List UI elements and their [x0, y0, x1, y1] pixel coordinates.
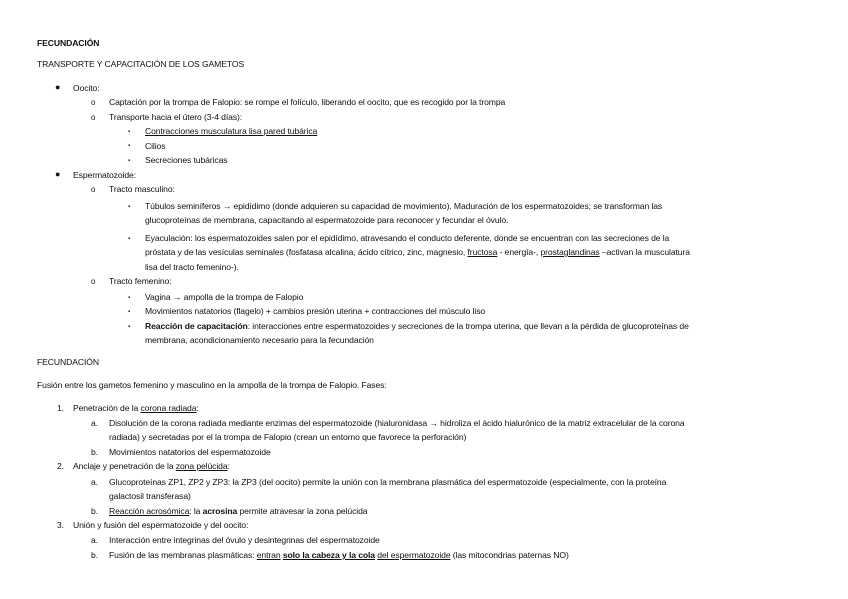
step-1-prefix: Penetración de la	[73, 403, 139, 413]
bullet-circle: o	[91, 113, 96, 122]
oocito-cilios: Cilios	[145, 141, 166, 151]
letter-marker: a.	[91, 418, 98, 428]
fecundacion-intro: Fusión entre los gametos femenino y masculino en la ampolla de la trompa de Falopio. Fases:	[37, 380, 387, 390]
eyaculacion-line-2	[145, 247, 690, 258]
letter-marker: a.	[91, 477, 98, 487]
bullet-square: ▪	[128, 324, 131, 330]
oocito-secreciones: Secreciones tubáricas	[145, 155, 228, 165]
step-3-title: Unión y fusión del espermatozoide y del oocito:	[73, 520, 249, 530]
bullet-square: ▪	[128, 143, 131, 149]
reaccion-line-2: membrana, acondicionamiento necesario para la fecundación	[145, 335, 374, 345]
step-2a-line-1: Glucoproteínas ZP1, ZP2 y ZP3: la ZP3 (del oocito) permite la unión con la membrana plasmática del espermatozoide (especialmente, con la proteína	[109, 477, 667, 487]
number-marker: 3.	[57, 520, 64, 530]
letter-marker: b.	[91, 447, 98, 457]
reaccion-term: Reacción de capacitación	[145, 321, 248, 331]
tracto-masculino-label: Tracto masculino:	[109, 184, 175, 194]
step-1b: Movimientos natatorios del espermatozoide	[109, 447, 271, 457]
eyac-text-c: –activan la musculatura	[601, 247, 690, 257]
step-3b-entran: entran	[256, 550, 281, 560]
step-2-colon: :	[227, 461, 230, 471]
reaccion-text: : interacciones entre espermatozoides y secreciones de la trompa uterina, que llevan a la pérdida de glucoproteínas de	[247, 321, 689, 331]
bullet-square: ▪	[128, 295, 131, 301]
section-heading-transport: TRANSPORTE Y CAPACITACIÓN DE LOS GAMETOS	[37, 59, 245, 69]
step-2-prefix: Anclaje y penetración de la	[73, 461, 174, 471]
bullet-circle: o	[91, 98, 96, 107]
number-marker: 1.	[57, 403, 64, 413]
step-1a-line-2: radiada) y secretadas por el la trompa de Falopio (crean un entorno que favorece la perforación)	[109, 432, 467, 442]
vagina-line: Vagina → ampolla de la trompa de Falopio	[145, 292, 304, 302]
zona-pelucida-term: zona pelúcida	[175, 461, 228, 471]
bullet-disc: ●	[55, 169, 61, 179]
step-1-title	[73, 403, 199, 414]
oocito-transporte: Transporte hacia el útero (3-4 días):	[109, 112, 243, 122]
bullet-square: ▪	[128, 129, 131, 135]
oocito-label: Oocito:	[73, 83, 100, 93]
corona-radiada-term: corona radiada	[140, 403, 197, 413]
tubulos-line-1: Túbulos seminíferos → epidídimo (donde adquieren su capacidad de movimiento). Maduración de los espermatozoides; se transforman las	[145, 201, 663, 211]
section-heading-fecundacion: FECUNDACIÓN	[37, 357, 99, 367]
reaccion-line-1	[145, 321, 689, 332]
tracto-femenino-label: Tracto femenino:	[109, 276, 172, 286]
oocito-contracciones: Contracciones musculatura lisa pared tubárica	[145, 126, 318, 136]
bullet-square: ▪	[128, 204, 131, 210]
letter-marker: b.	[91, 506, 98, 516]
bullet-square: ▪	[128, 236, 131, 242]
acrosina-term: acrosina	[202, 506, 238, 516]
step-2a-line-2: galactosil transferasa)	[109, 491, 191, 501]
prostaglandinas-term: prostaglandinas	[540, 247, 600, 257]
step-2b-mid: : la	[189, 506, 201, 516]
fructosa-term: fructosa	[467, 247, 498, 257]
step-3b-prefix: Fusión de las membranas plasmáticas:	[109, 550, 255, 560]
bullet-disc: ●	[55, 82, 61, 92]
step-2-title	[73, 461, 230, 472]
esperma-label: Espermatozoide:	[73, 170, 136, 180]
eyac-text-b: - energía-,	[499, 247, 539, 257]
step-3a: Interacción entre integrinas del óvulo y desintegrinas del espermatozoide	[109, 535, 380, 545]
number-marker: 2.	[57, 461, 64, 471]
step-3b-rest: (las mitocondrias paternas NO)	[452, 550, 569, 560]
bullet-square: ▪	[128, 158, 131, 164]
bullet-circle: o	[91, 277, 96, 286]
eyac-text-a: próstata y de las vesículas seminales (fosfatasa alcalina, ácido cítrico, zinc, magnesio,	[145, 247, 466, 257]
tubulos-line-2: glucoproteínas de membrana, capacitando al espermatozoide para reconocer y fecundar el óvulo.	[145, 215, 509, 225]
movimientos-line: Movimientos natatorios (flagelo) + cambios presión uterina + contracciones del músculo liso	[145, 306, 486, 316]
letter-marker: a.	[91, 535, 98, 545]
eyaculacion-line-3: lisa del tracto femenino-).	[145, 262, 239, 272]
oocito-captacion: Captación por la trompa de Falopio: se rompe el folículo, liberando el oocito, que es recogido por la trompa	[109, 97, 506, 107]
bullet-square: ▪	[128, 309, 131, 315]
letter-marker: b.	[91, 550, 98, 560]
step-2b-rest: permite atravesar la zona pelúcida	[239, 506, 368, 516]
step-1a-line-1: Disolución de la corona radiada mediante enzimas del espermatozoide (hialuronidasa → hidroliza el ácido hialurónico de la matriz extracelular de la corona	[109, 418, 685, 428]
step-3b-espermatozoide: del espermatozoide	[377, 550, 451, 560]
main-heading: FECUNDACIÓN	[37, 38, 100, 48]
step-1-colon: :	[196, 403, 199, 413]
eyaculacion-line-1: Eyaculación: los espermatozoides salen por el epidídimo, atravesando el conducto deferente, donde se encuentran con las secreciones de la	[145, 233, 670, 243]
reaccion-acrosomica-term: Reacción acrosómica	[109, 506, 190, 516]
step-3b-cabeza-cola: solo la cabeza y la cola	[282, 550, 375, 560]
bullet-circle: o	[91, 185, 96, 194]
step-2b	[109, 506, 367, 517]
step-3b	[109, 550, 569, 561]
